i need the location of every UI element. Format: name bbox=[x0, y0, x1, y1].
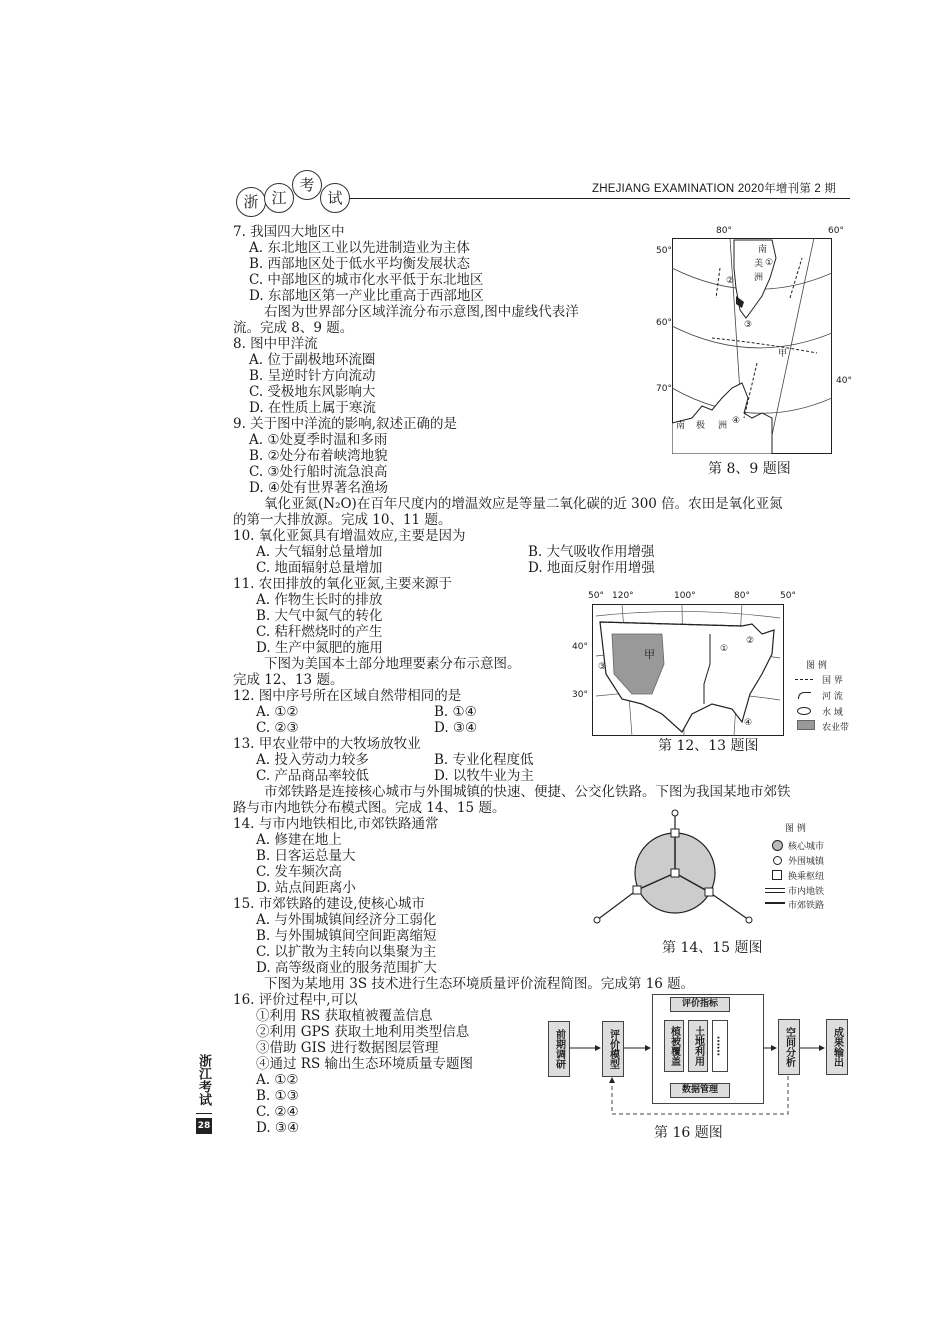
statement: ③借助 GIS 进行数据图层管理 bbox=[256, 1040, 439, 1056]
lon-label: 60° bbox=[828, 226, 844, 236]
header-issue-text: ZHEJIANG EXAMINATION 2020年增刊第 2 期 bbox=[592, 183, 837, 195]
lon-label: 50° bbox=[780, 591, 796, 601]
intro-line: 路与市内地铁分布模式图。完成 14、15 题。 bbox=[233, 800, 506, 816]
legend-core-symbol bbox=[772, 840, 783, 851]
option: D. 高等级商业的服务范围扩大 bbox=[256, 960, 437, 976]
option: C. 地面辐射总量增加 bbox=[256, 560, 383, 576]
marker: ② bbox=[726, 276, 735, 286]
option: D. ③④ bbox=[434, 720, 478, 736]
marker: ④ bbox=[744, 718, 753, 728]
lon-label: 80° bbox=[716, 226, 732, 236]
question-stem: 8. 图中甲洋流 bbox=[233, 336, 318, 352]
legend-item: 河 流 bbox=[822, 692, 843, 702]
option: A. 大气辐射总量增加 bbox=[256, 544, 383, 560]
question-stem: 14. 与市内地铁相比,市郊铁路通常 bbox=[233, 816, 439, 832]
question-stem: 12. 图中序号所在区域自然带相同的是 bbox=[233, 688, 462, 704]
logo-char-1: 浙 bbox=[236, 187, 266, 217]
lon-label: 50° bbox=[588, 591, 604, 601]
marker: ③ bbox=[598, 662, 607, 672]
rail-pattern-diagram bbox=[585, 808, 760, 933]
intro-line: 下图为美国本土部分地理要素分布示意图。 bbox=[264, 656, 521, 672]
option: A. 位于副极地环流圈 bbox=[249, 352, 376, 368]
question-stem: 7. 我国四大地区中 bbox=[233, 224, 345, 240]
option: A. 作物生长时的排放 bbox=[256, 592, 383, 608]
option: C. 中部地区的城市化水平低于东北地区 bbox=[249, 272, 484, 288]
option: C. ②③ bbox=[256, 720, 299, 736]
sidebar-title: 浙江考试 bbox=[196, 1054, 211, 1106]
option: D. 以牧牛业为主 bbox=[434, 768, 534, 784]
lat-label: 30° bbox=[572, 690, 588, 700]
question-stem: 11. 农田排放的氧化亚氮,主要来源于 bbox=[233, 576, 453, 592]
sidebar-rule bbox=[196, 1113, 212, 1114]
legend-item: 水 域 bbox=[822, 708, 843, 718]
legend-hub-symbol bbox=[772, 870, 782, 880]
lat-label: 50° bbox=[656, 246, 672, 256]
figure-caption: 第 14、15 题图 bbox=[662, 940, 763, 956]
place-label: 南 bbox=[676, 421, 686, 431]
option: C. ③处行船时流急浪高 bbox=[249, 464, 388, 480]
box-more: …… bbox=[712, 1020, 728, 1072]
box-output: 成果输出 bbox=[826, 1019, 848, 1075]
intro-line: 的第一大排放源。完成 10、11 题。 bbox=[233, 512, 452, 528]
legend-title: 图 例 bbox=[785, 824, 806, 834]
box-model: 评价模型 bbox=[602, 1021, 624, 1077]
option: B. 大气中氮气的转化 bbox=[256, 608, 383, 624]
figure-caption: 第 12、13 题图 bbox=[658, 738, 759, 754]
option: D. 在性质上属于寒流 bbox=[249, 400, 376, 416]
option: B. 日客运总量大 bbox=[256, 848, 356, 864]
option: C. 产品商品率较低 bbox=[256, 768, 369, 784]
legend-suburban-symbol bbox=[765, 902, 785, 904]
box-vegetation: 植被覆盖 bbox=[664, 1020, 684, 1072]
legend-river-symbol bbox=[798, 692, 811, 699]
option: A. ①处夏季时温和多雨 bbox=[249, 432, 388, 448]
legend-item: 农业带 bbox=[822, 723, 850, 733]
figure-caption: 第 8、9 题图 bbox=[708, 461, 791, 477]
question-stem: 9. 关于图中洋流的影响,叙述正确的是 bbox=[233, 416, 457, 432]
intro-line: 氧化亚氮(N₂O)在百年尺度内的增温效应是等量二氧化碳的近 300 倍。农田是氧化亚氮 bbox=[264, 496, 783, 512]
option: A. ①② bbox=[256, 1072, 299, 1088]
box-landuse: 土地利用 bbox=[688, 1020, 708, 1072]
place-label: 南 bbox=[758, 245, 768, 255]
option: B. 与外围城镇间空间距离缩短 bbox=[256, 928, 437, 944]
option: C. 受极地东风影响大 bbox=[249, 384, 376, 400]
legend-title: 图 例 bbox=[806, 661, 827, 671]
region-label: 甲 bbox=[644, 648, 655, 661]
intro-line: 右图为世界部分区域洋流分布示意图,图中虚线代表洋 bbox=[264, 304, 579, 320]
legend-item: 换乘枢纽 bbox=[788, 872, 825, 882]
option: C. 秸秆燃烧时的产生 bbox=[256, 624, 383, 640]
question-stem: 13. 甲农业带中的大牧场放牧业 bbox=[233, 736, 421, 752]
us-map bbox=[592, 604, 784, 736]
lat-label: 40° bbox=[572, 642, 588, 652]
legend-border-symbol bbox=[795, 679, 813, 680]
header-rule bbox=[350, 198, 850, 199]
marker: ① bbox=[765, 258, 774, 268]
flow-arrows bbox=[560, 1040, 840, 1120]
place-label: 甲 bbox=[778, 349, 788, 359]
option: B. 专业化程度低 bbox=[434, 752, 534, 768]
place-label: 洲 bbox=[718, 421, 728, 431]
box-data-mgmt: 数据管理 bbox=[670, 1083, 730, 1098]
option: C. ②④ bbox=[256, 1104, 299, 1120]
statement: ④通过 RS 输出生态环境质量专题图 bbox=[256, 1056, 473, 1072]
legend-town-symbol bbox=[773, 856, 782, 865]
logo-char-3: 考 bbox=[292, 170, 322, 200]
legend-agri-symbol bbox=[797, 720, 815, 730]
statement: ①利用 RS 获取植被覆盖信息 bbox=[256, 1008, 433, 1024]
option: A. ①② bbox=[256, 704, 299, 720]
option: B. ①③ bbox=[256, 1088, 299, 1104]
logo-char-2: 江 bbox=[264, 183, 294, 213]
marker: ③ bbox=[744, 320, 753, 330]
option: D. 地面反射作用增强 bbox=[528, 560, 655, 576]
box-spatial: 空间分析 bbox=[778, 1019, 800, 1075]
option: A. 与外围城镇间经济分工弱化 bbox=[256, 912, 437, 928]
place-label: 美 bbox=[754, 259, 764, 269]
lon-label: 100° bbox=[674, 591, 696, 601]
legend-metro-symbol bbox=[765, 888, 785, 893]
legend-item: 国 界 bbox=[822, 676, 843, 686]
box-indicators: 评价指标 bbox=[670, 997, 730, 1012]
option: B. 西部地区处于低水平均衡发展状态 bbox=[249, 256, 471, 272]
question-stem: 10. 氧化亚氮具有增温效应,主要是因为 bbox=[233, 528, 466, 544]
option: A. 投入劳动力较多 bbox=[256, 752, 369, 768]
question-stem: 16. 评价过程中,可以 bbox=[233, 992, 358, 1008]
place-label: 洲 bbox=[754, 273, 764, 283]
intro-line: 流。完成 8、9 题。 bbox=[233, 320, 354, 336]
marker: ① bbox=[720, 644, 729, 654]
option: D. ④处有世界著名渔场 bbox=[249, 480, 389, 496]
legend-item: 外围城镇 bbox=[788, 857, 825, 867]
question-stem: 15. 市郊铁路的建设,使核心城市 bbox=[233, 896, 426, 912]
option: C. 以扩散为主转向以集聚为主 bbox=[256, 944, 437, 960]
legend-item: 核心城市 bbox=[788, 842, 825, 852]
option: C. 发车频次高 bbox=[256, 864, 342, 880]
lat-label: 70° bbox=[656, 384, 672, 394]
lon-label: 80° bbox=[734, 591, 750, 601]
option: B. ①④ bbox=[434, 704, 477, 720]
intro-line: 完成 12、13 题。 bbox=[233, 672, 344, 688]
legend-item: 市内地铁 bbox=[788, 887, 825, 897]
option: D. 东部地区第一产业比重高于西部地区 bbox=[249, 288, 484, 304]
page-number: 28 bbox=[196, 1118, 212, 1134]
intro-line: 下图为某地用 3S 技术进行生态环境质量评价流程简图。完成第 16 题。 bbox=[264, 976, 695, 992]
marker: ④ bbox=[732, 416, 741, 426]
lat-label: 60° bbox=[656, 318, 672, 328]
option: D. ③④ bbox=[256, 1120, 300, 1136]
option: B. 大气吸收作用增强 bbox=[528, 544, 655, 560]
option: B. 呈逆时针方向流动 bbox=[249, 368, 376, 384]
place-label: 极 bbox=[696, 421, 706, 431]
legend-water-symbol bbox=[797, 707, 811, 715]
option: B. ②处分布着峡湾地貌 bbox=[249, 448, 388, 464]
intro-line: 市郊铁路是连接核心城市与外围城镇的快速、便捷、公交化铁路。下图为我国某地市郊铁 bbox=[264, 784, 791, 800]
marker: ② bbox=[746, 636, 755, 646]
figure-caption: 第 16 题图 bbox=[654, 1125, 723, 1141]
logo-char-4: 试 bbox=[320, 183, 350, 213]
option: D. 生产中氮肥的施用 bbox=[256, 640, 383, 656]
statement: ②利用 GPS 获取土地利用类型信息 bbox=[256, 1024, 470, 1040]
legend-item: 市郊铁路 bbox=[788, 901, 825, 911]
lon-label: 120° bbox=[612, 591, 634, 601]
box-research: 前期调研 bbox=[548, 1021, 570, 1077]
option: A. 东北地区工业以先进制造业为主体 bbox=[249, 240, 470, 256]
option: A. 修建在地上 bbox=[256, 832, 342, 848]
lon-label: 40° bbox=[836, 376, 852, 386]
option: D. 站点间距离小 bbox=[256, 880, 356, 896]
